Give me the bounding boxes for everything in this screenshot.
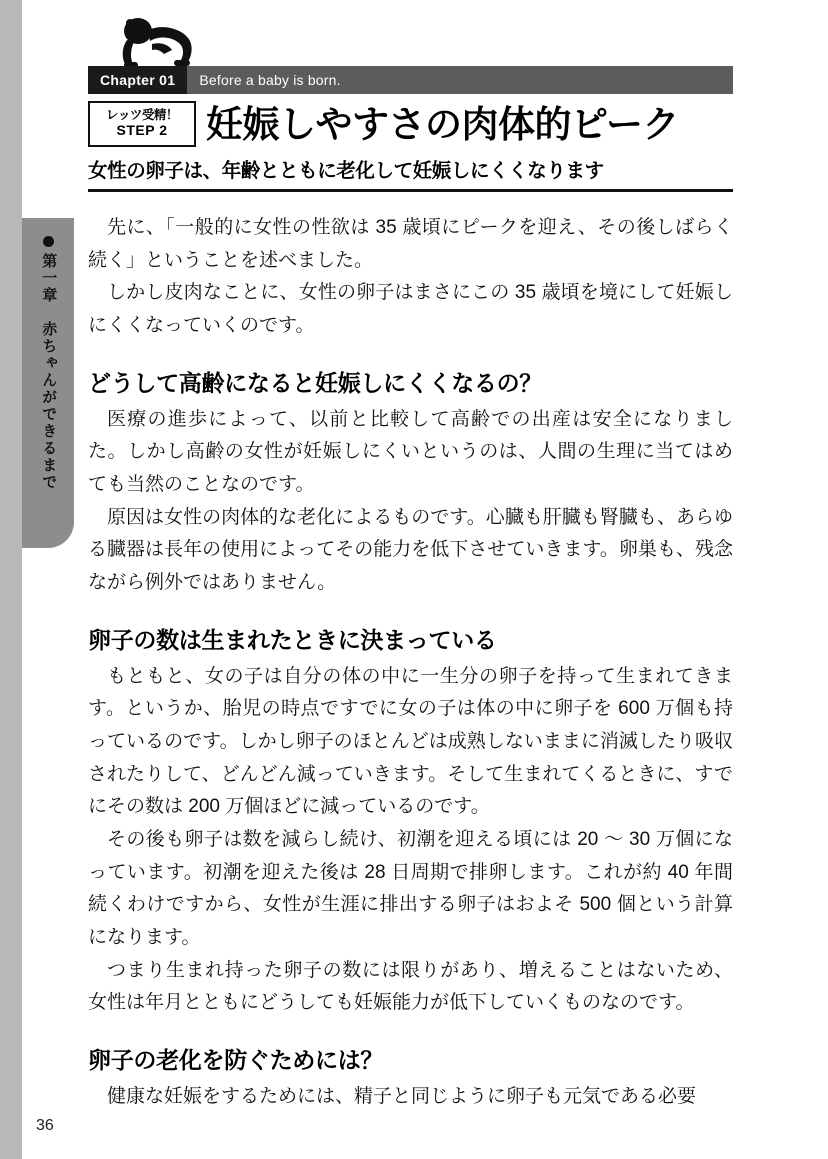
paragraph: 医療の進歩によって、以前と比較して高齢での出産は安全になりました。しかし高齢の女性が妊娠しにくいというのは、人間の生理に当てはめても当然のことなのです。 bbox=[88, 408, 733, 496]
section-heading: どうして高齢になると妊娠しにくくなるの？ bbox=[88, 369, 543, 396]
chapter-side-tab-inner bbox=[22, 218, 74, 548]
step-badge-top-label: レッツ受精！ bbox=[106, 107, 178, 122]
page-subtitle: 女性の卵子は、年齢とともに老化して妊娠しにくくなります bbox=[88, 155, 733, 192]
page-number: 36 bbox=[36, 1117, 54, 1134]
left-margin-bar bbox=[0, 0, 22, 1159]
bullet-dot-icon bbox=[43, 236, 54, 247]
body-text bbox=[88, 212, 733, 1114]
paragraph: つまり生まれ持った卵子の数には限りがあり、増えることはないため、女性は年月とともにどうしても妊娠能力が低下していくものなのです。 bbox=[88, 959, 733, 1014]
chapter-number-badge: Chapter 01 bbox=[88, 66, 187, 94]
title-row bbox=[88, 98, 733, 150]
page-title: 妊娠しやすさの肉体的ピーク bbox=[206, 103, 680, 145]
baby-crawling-icon bbox=[108, 14, 200, 70]
chapter-side-tab bbox=[22, 218, 74, 548]
section-heading: 卵子の数は生まれたときに決まっている bbox=[88, 626, 497, 653]
paragraph: 先に、「一般的に女性の性欲は 35 歳頃にピークを迎え、その後しばらく続く」ということを述べました。 bbox=[88, 217, 733, 271]
section-heading: 卵子の老化を防ぐためには？ bbox=[88, 1047, 384, 1074]
paragraph: しかし皮肉なことに、女性の卵子はまさにこの 35 歳頃を境にして妊娠しにくくなっていくのです。 bbox=[88, 282, 733, 337]
page-content bbox=[88, 0, 748, 1159]
chapter-side-tab-label: 第一章 赤ちゃんができるまで bbox=[40, 253, 58, 491]
step-badge-bottom-label: STEP 2 bbox=[116, 122, 168, 139]
paragraph: もともと、女の子は自分の体の中に一生分の卵子を持って生まれてきます。というか、胎児の時点ですでに女の子は体の中に卵子を 600 万個も持っているのです。しかし卵子のほとんどは成熟しないままに消滅したり吸収されたりして、どんどん減っていきます。そして生まれてくるときに、すでにその数は 200 万個ほどに減っているのです。 bbox=[88, 665, 733, 818]
chapter-description: Before a baby is born. bbox=[199, 72, 341, 88]
paragraph: 原因は女性の肉体的な老化によるものです。心臓も肝臓も腎臓も、あらゆる臓器は長年の使用によってその能力を低下させていきます。卵巣も、残念ながら例外ではありません。 bbox=[88, 506, 733, 594]
chapter-header-bar bbox=[88, 66, 733, 94]
paragraph: 健康な妊娠をするためには、精子と同じように卵子も元気である必要 bbox=[107, 1086, 697, 1108]
paragraph: その後も卵子は数を減らし続け、初潮を迎える頃には 20 〜 30 万個になっています。初潮を迎えた後は 28 日周期で排卵します。これが約 40 年間続くわけですから、女性が生涯に排出する卵子はおよそ 500 個という計算になります。 bbox=[88, 829, 733, 949]
step-badge bbox=[88, 101, 196, 147]
